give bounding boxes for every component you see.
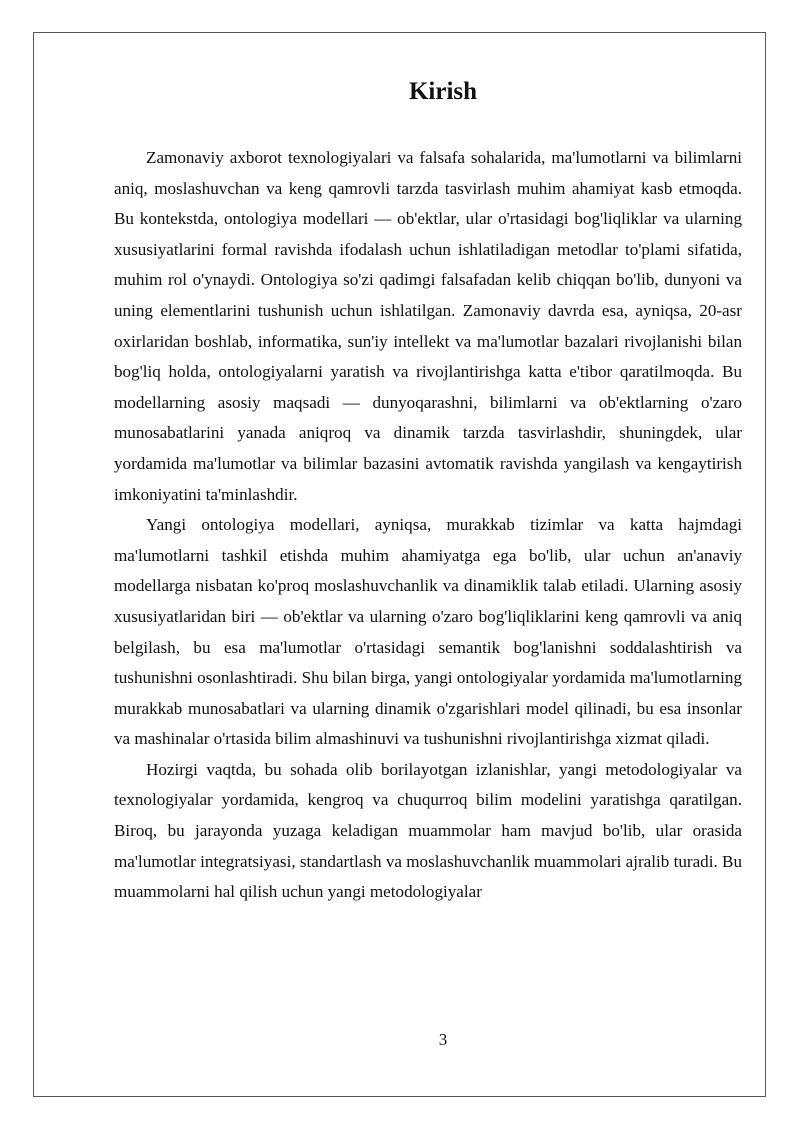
document-body	[114, 143, 742, 908]
paragraph-3: Hozirgi vaqtda, bu sohada olib borilayotgan izlanishlar, yangi metodologiyalar va texnologiyalar yordamida, kengroq va chuqurroq bilim modelini yaratishga qaratilgan. Biroq, bu jarayonda yuzaga keladigan muammolar ham mavjud bo'lib, ular orasida ma'lumotlar integratsiyasi, standartlash va moslashuvchanlik muammolari ajralib turadi. Bu muammolarni hal qilish uchun yangi metodologiyalar	[114, 759, 742, 902]
page-number: 3	[438, 1030, 448, 1049]
paragraph-1: Zamonaviy axborot texnologiyalari va falsafa sohalarida, ma'lumotlarni va bilimlarni aniq, moslashuvchan va keng qamrovli tarzda tasvirlash muhim ahamiyat kasb etmoqda. Bu kontekstda, ontologiya modellari — ob'ektlar, ular o'rtasidagi bog'liqliklar va ularning xususiyatlarini formal ravishda ifodalash uchun ishlatiladigan metodlar to'plami sifatida, muhim rol o'ynaydi. Ontologiya so'zi qadimgi falsafadan kelib chiqqan bo'lib, dunyoni va uning elementlarini tushunish uchun ishlatilgan. Zamonaviy davrda esa, ayniqsa, 20-asr oxirlaridan boshlab, informatika, sun'iy intellekt va ma'lumotlar bazalari rivojlanishi bilan bog'liq holda, ontologiyalarni yaratish va rivojlantirishga katta e'tibor qaratilmoqda. Bu modellarning asosiy maqsadi — dunyoqarashni, bilimlarni va ob'ektlarning o'zaro munosabatlarini yanada aniqroq va dinamik tarzda tasvirlashdir, shuningdek, ular yordamida ma'lumotlar va bilimlar bazasini avtomatik ravishda yangilash va kengaytirish imkoniyatini ta'minlashdir.	[114, 148, 742, 504]
page-title: Kirish	[408, 78, 478, 105]
paragraph-2: Yangi ontologiya modellari, ayniqsa, murakkab tizimlar va katta hajmdagi ma'lumotlarni tashkil etishda muhim ahamiyatga ega bo'lib, ular uchun an'anaviy modellarga nisbatan ko'proq moslashuvchanlik va dinamiklik talab etiladi. Ularning asosiy xususiyatlaridan biri — ob'ektlar va ularning o'zaro bog'liqliklarini keng qamrovli va aniq belgilash, bu esa ma'lumotlar o'rtasidagi semantik bog'lanishni soddalashtirish va tushunishni osonlashtiradi. Shu bilan birga, yangi ontologiyalar yordamida ma'lumotlarning murakkab munosabatlari va ularning dinamik o'zgarishlari model qilinadi, bu esa insonlar va mashinalar o'rtasida bilim almashinuvi va tushunishni rivojlantirishga xizmat qiladi.	[114, 515, 742, 749]
